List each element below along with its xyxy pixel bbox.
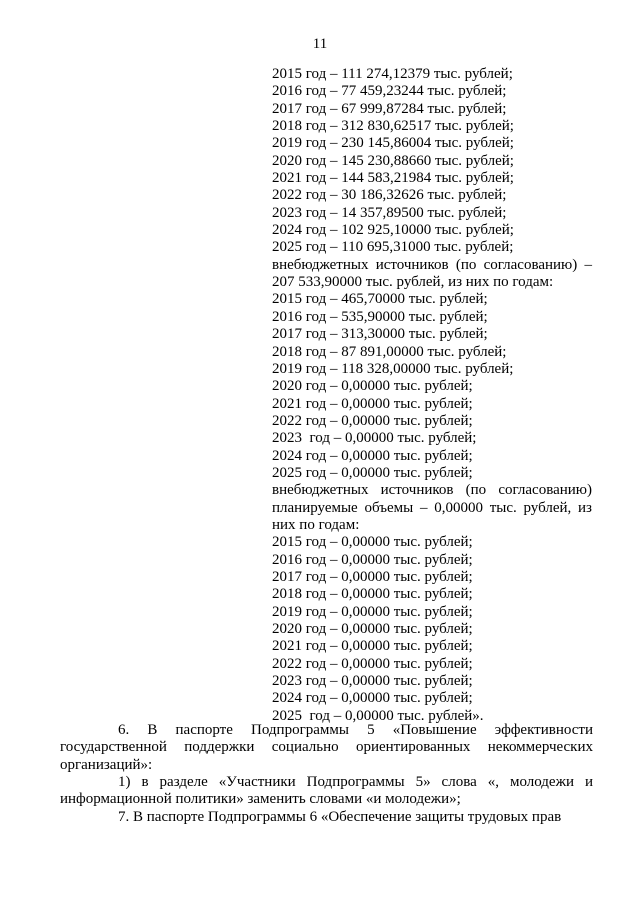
- body-text: [60, 722, 593, 826]
- year-line: 2025 год – 0,00000 тыс. рублей».: [272, 707, 484, 724]
- year-line: 2017 год – 0,00000 тыс. рублей;: [272, 568, 473, 585]
- planned-paragraph: внебюджетных источников (по согласованию) планируемые объемы – 0,00000 тыс. рублей, из них по годам:: [272, 482, 592, 533]
- item-7-paragraph: 7. В паспорте Подпрограммы 6 «Обеспечение защиты трудовых прав: [118, 808, 562, 825]
- year-line: 2023 год – 0,00000 тыс. рублей;: [272, 673, 473, 690]
- year-line: 2019 год – 0,00000 тыс. рублей;: [272, 603, 473, 620]
- year-line: 2017 год – 67 999,87284 тыс. рублей;: [272, 100, 507, 117]
- year-line: 2018 год – 0,00000 тыс. рублей;: [272, 586, 473, 603]
- extrabudgetary-paragraph: внебюджетных источников (по согласованию) – 207 533,90000 тыс. рублей, из них по годам:: [272, 256, 592, 291]
- funding-list-regional: [272, 66, 592, 257]
- year-line: 2024 год – 0,00000 тыс. рублей;: [272, 690, 473, 707]
- year-line: 2022 год – 0,00000 тыс. рублей;: [272, 412, 473, 429]
- year-line: 2024 год – 102 925,10000 тыс. рублей;: [272, 222, 514, 239]
- funding-column: [272, 66, 592, 725]
- year-line: 2021 год – 0,00000 тыс. рублей;: [272, 395, 473, 412]
- year-line: 2019 год – 230 145,86004 тыс. рублей;: [272, 135, 514, 152]
- year-line: 2015 год – 0,00000 тыс. рублей;: [272, 534, 473, 551]
- year-line: 2023 год – 14 357,89500 тыс. рублей;: [272, 204, 507, 221]
- year-line: 2018 год – 87 891,00000 тыс. рублей;: [272, 343, 507, 360]
- year-line: 2015 год – 465,70000 тыс. рублей;: [272, 291, 488, 308]
- year-line: 2016 год – 535,90000 тыс. рублей;: [272, 308, 488, 325]
- year-line: 2023 год – 0,00000 тыс. рублей;: [272, 430, 477, 447]
- year-line: 2018 год – 312 830,62517 тыс. рублей;: [272, 118, 514, 135]
- year-line: 2022 год – 0,00000 тыс. рублей;: [272, 655, 473, 672]
- year-line: 2020 год – 0,00000 тыс. рублей;: [272, 621, 473, 637]
- item-6-paragraph: 6. В паспорте Подпрограммы 5 «Повышение эффективности государственной поддержки социально ориентированных некоммерческих организаций»:: [60, 722, 593, 773]
- page-number: 11: [312, 36, 328, 52]
- year-line: 2025 год – 0,00000 тыс. рублей;: [272, 464, 473, 481]
- year-line: 2015 год – 111 274,12379 тыс. рублей;: [272, 66, 513, 82]
- year-line: 2020 год – 0,00000 тыс. рублей;: [272, 378, 473, 395]
- year-line: 2021 год – 144 583,21984 тыс. рублей;: [272, 170, 514, 187]
- subitem-1-paragraph: 1) в разделе «Участники Подпрограммы 5» слова «, молодежи и информационной политики» заменить словами «и молодежи»;: [60, 774, 593, 808]
- year-line: 2025 год – 110 695,31000 тыс. рублей;: [272, 239, 514, 256]
- year-line: 2019 год – 118 328,00000 тыс. рублей;: [272, 360, 514, 377]
- year-line: 2017 год – 313,30000 тыс. рублей;: [272, 326, 488, 343]
- year-line: 2016 год – 0,00000 тыс. рублей;: [272, 551, 473, 568]
- year-line: 2021 год – 0,00000 тыс. рублей;: [272, 638, 473, 655]
- year-line: 2020 год – 145 230,88660 тыс. рублей;: [272, 152, 514, 169]
- year-line: 2016 год – 77 459,23244 тыс. рублей;: [272, 83, 507, 100]
- funding-list-planned: [272, 534, 592, 725]
- funding-list-extrabudgetary: [272, 291, 592, 482]
- year-line: 2022 год – 30 186,32626 тыс. рублей;: [272, 187, 507, 204]
- year-line: 2024 год – 0,00000 тыс. рублей;: [272, 447, 473, 464]
